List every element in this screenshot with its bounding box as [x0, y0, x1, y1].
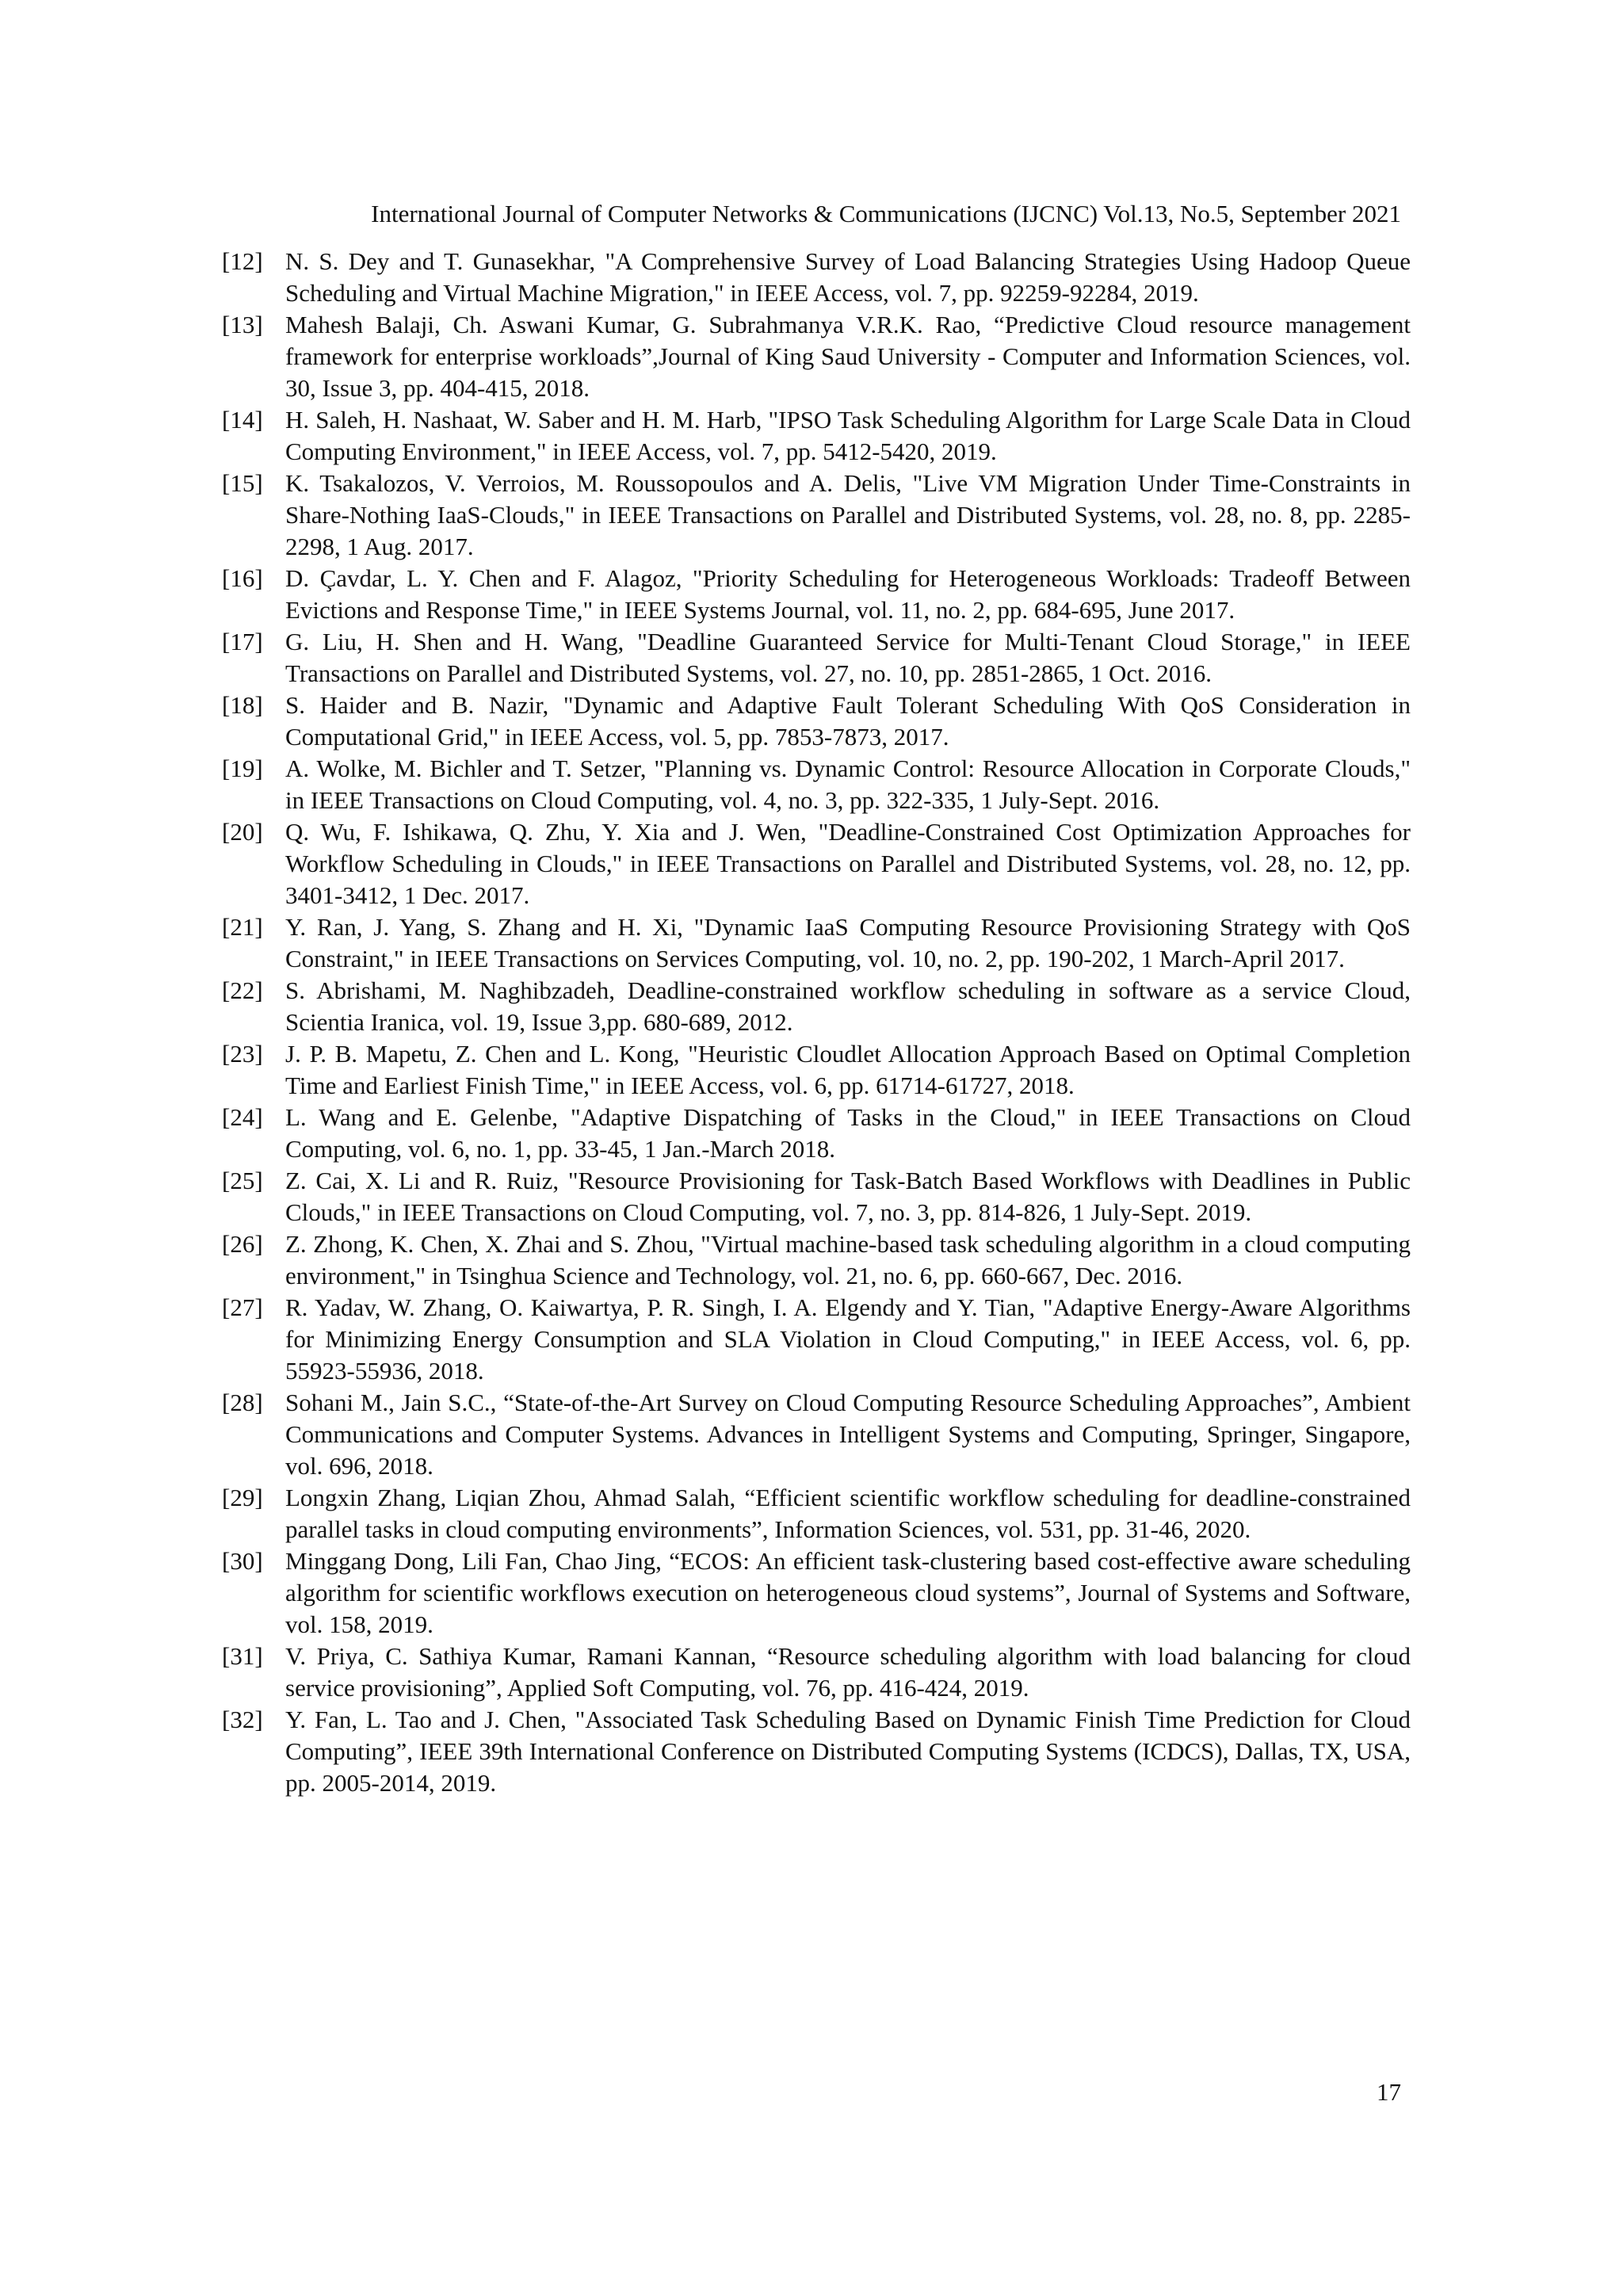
- reference-number: [21]: [222, 913, 263, 941]
- reference-item: [222, 626, 1411, 690]
- reference-text: Z. Cai, X. Li and R. Ruiz, "Resource Provisioning for Task-Batch Based Workflows with Deadlines in Public Clouds," in IEEE Transactions on Cloud Computing, vol. 7, no. 3, pp. 814-826, 1 July-Sept. 2019.: [285, 1167, 1411, 1226]
- running-header: International Journal of Computer Networks & Communications (IJCNC) Vol.13, No.5, September 2021: [371, 200, 1401, 227]
- reference-number: [30]: [222, 1547, 263, 1575]
- reference-item: [222, 1292, 1411, 1387]
- reference-item: [222, 1387, 1411, 1482]
- reference-number: [31]: [222, 1642, 263, 1670]
- reference-number: [22]: [222, 976, 263, 1004]
- reference-number: [15]: [222, 469, 263, 497]
- reference-text: K. Tsakalozos, V. Verroios, M. Roussopoulos and A. Delis, "Live VM Migration Under Time-Constraints in Share-Nothing IaaS-Clouds," in IEEE Transactions on Parallel and Distributed Systems, vol. 28, no. 8, pp. 2285-2298, 1 Aug. 2017.: [285, 469, 1411, 560]
- reference-number: [29]: [222, 1484, 263, 1511]
- reference-text: Y. Ran, J. Yang, S. Zhang and H. Xi, "Dynamic IaaS Computing Resource Provisioning Strategy with QoS Constraint," in IEEE Transactions on Services Computing, vol. 10, no. 2, pp. 190-202, 1 March-April 2017.: [285, 913, 1411, 972]
- reference-text: H. Saleh, H. Nashaat, W. Saber and H. M. Harb, "IPSO Task Scheduling Algorithm for Large Scale Data in Cloud Computing Environment," in IEEE Access, vol. 7, pp. 5412-5420, 2019.: [285, 406, 1411, 465]
- reference-number: [32]: [222, 1706, 263, 1733]
- reference-item: [222, 563, 1411, 626]
- reference-number: [25]: [222, 1167, 263, 1194]
- reference-text: Minggang Dong, Lili Fan, Chao Jing, “ECOS: An efficient task-clustering based cost-effective aware scheduling algorithm for scientific workflows execution on heterogeneous cloud systems”, Journal of Systems and Software, vol. 158, 2019.: [285, 1547, 1411, 1638]
- reference-text: J. P. B. Mapetu, Z. Chen and L. Kong, "Heuristic Cloudlet Allocation Approach Based on Optimal Completion Time and Earliest Finish Time," in IEEE Access, vol. 6, pp. 61714-61727, 2018.: [285, 1040, 1411, 1099]
- reference-item: [222, 1641, 1411, 1704]
- reference-text: Mahesh Balaji, Ch. Aswani Kumar, G. Subrahmanya V.R.K. Rao, “Predictive Cloud resource management framework for enterprise workloads”,Journal of King Saud University - Computer and Information Sciences, vol. 30, Issue 3, pp. 404-415, 2018.: [285, 311, 1411, 402]
- reference-number: [20]: [222, 818, 263, 846]
- reference-item: [222, 1704, 1411, 1799]
- reference-text: Sohani M., Jain S.C., “State-of-the-Art Survey on Cloud Computing Resource Scheduling Approaches”, Ambient Communications and Computer Systems. Advances in Intelligent Systems and Computing, Springer, Singapore, vol. 696, 2018.: [285, 1389, 1411, 1480]
- reference-number: [13]: [222, 311, 263, 338]
- reference-item: [222, 309, 1411, 404]
- reference-text: V. Priya, C. Sathiya Kumar, Ramani Kannan, “Resource scheduling algorithm with load balancing for cloud service provisioning”, Applied Soft Computing, vol. 76, pp. 416-424, 2019.: [285, 1642, 1411, 1702]
- reference-number: [18]: [222, 691, 263, 719]
- reference-item: [222, 246, 1411, 309]
- reference-item: [222, 1228, 1411, 1292]
- reference-text: Longxin Zhang, Liqian Zhou, Ahmad Salah, “Efficient scientific workflow scheduling for deadline-constrained parallel tasks in cloud computing environments”, Information Sciences, vol. 531, pp. 31-46, 2020.: [285, 1484, 1411, 1543]
- reference-number: [14]: [222, 406, 263, 434]
- reference-number: [28]: [222, 1389, 263, 1416]
- reference-text: Y. Fan, L. Tao and J. Chen, "Associated Task Scheduling Based on Dynamic Finish Time Prediction for Cloud Computing”, IEEE 39th International Conference on Distributed Computing Systems (ICDCS), Dallas, TX, USA, pp. 2005-2014, 2019.: [285, 1706, 1411, 1797]
- reference-item: [222, 1165, 1411, 1228]
- reference-item: [222, 911, 1411, 975]
- reference-text: S. Haider and B. Nazir, "Dynamic and Adaptive Fault Tolerant Scheduling With QoS Consideration in Computational Grid," in IEEE Access, vol. 5, pp. 7853-7873, 2017.: [285, 691, 1411, 751]
- reference-item: [222, 753, 1411, 816]
- reference-number: [27]: [222, 1293, 263, 1321]
- reference-text: R. Yadav, W. Zhang, O. Kaiwartya, P. R. Singh, I. A. Elgendy and Y. Tian, "Adaptive Energy-Aware Algorithms for Minimizing Energy Consumption and SLA Violation in Cloud Computing," in IEEE Access, vol. 6, pp. 55923-55936, 2018.: [285, 1293, 1411, 1385]
- reference-item: [222, 1038, 1411, 1102]
- reference-text: N. S. Dey and T. Gunasekhar, "A Comprehensive Survey of Load Balancing Strategies Using Hadoop Queue Scheduling and Virtual Machine Migration," in IEEE Access, vol. 7, pp. 92259-92284, 2019.: [285, 247, 1411, 307]
- reference-item: [222, 1482, 1411, 1545]
- reference-number: [12]: [222, 247, 263, 275]
- reference-text: L. Wang and E. Gelenbe, "Adaptive Dispatching of Tasks in the Cloud," in IEEE Transactions on Cloud Computing, vol. 6, no. 1, pp. 33-45, 1 Jan.-March 2018.: [285, 1103, 1411, 1163]
- reference-item: [222, 468, 1411, 563]
- reference-text: Q. Wu, F. Ishikawa, Q. Zhu, Y. Xia and J. Wen, "Deadline-Constrained Cost Optimization Approaches for Workflow Scheduling in Clouds," in IEEE Transactions on Parallel and Distributed Systems, vol. 28, no. 12, pp. 3401-3412, 1 Dec. 2017.: [285, 818, 1411, 909]
- reference-number: [19]: [222, 755, 263, 782]
- reference-item: [222, 1102, 1411, 1165]
- reference-text: S. Abrishami, M. Naghibzadeh, Deadline-constrained workflow scheduling in software as a service Cloud, Scientia Iranica, vol. 19, Issue 3,pp. 680-689, 2012.: [285, 976, 1411, 1036]
- reference-number: [26]: [222, 1230, 263, 1258]
- reference-number: [24]: [222, 1103, 263, 1131]
- reference-text: A. Wolke, M. Bichler and T. Setzer, "Planning vs. Dynamic Control: Resource Allocation in Corporate Clouds," in IEEE Transactions on Cloud Computing, vol. 4, no. 3, pp. 322-335, 1 July-Sept. 2016.: [285, 755, 1411, 814]
- reference-list: [222, 246, 1411, 1799]
- reference-text: D. Çavdar, L. Y. Chen and F. Alagoz, "Priority Scheduling for Heterogeneous Workloads: Tradeoff Between Evictions and Response Time," in IEEE Systems Journal, vol. 11, no. 2, pp. 684-695, June 2017.: [285, 564, 1411, 624]
- reference-number: [23]: [222, 1040, 263, 1068]
- reference-number: [17]: [222, 628, 263, 655]
- reference-item: [222, 690, 1411, 753]
- reference-text: Z. Zhong, K. Chen, X. Zhai and S. Zhou, "Virtual machine-based task scheduling algorithm in a cloud computing environment," in Tsinghua Science and Technology, vol. 21, no. 6, pp. 660-667, Dec. 2016.: [285, 1230, 1411, 1289]
- reference-item: [222, 975, 1411, 1038]
- reference-number: [16]: [222, 564, 263, 592]
- page-number: 17: [1377, 2078, 1401, 2106]
- reference-item: [222, 404, 1411, 468]
- reference-item: [222, 1545, 1411, 1641]
- reference-item: [222, 816, 1411, 911]
- reference-text: G. Liu, H. Shen and H. Wang, "Deadline Guaranteed Service for Multi-Tenant Cloud Storage," in IEEE Transactions on Parallel and Distributed Systems, vol. 27, no. 10, pp. 2851-2865, 1 Oct. 2016.: [285, 628, 1411, 687]
